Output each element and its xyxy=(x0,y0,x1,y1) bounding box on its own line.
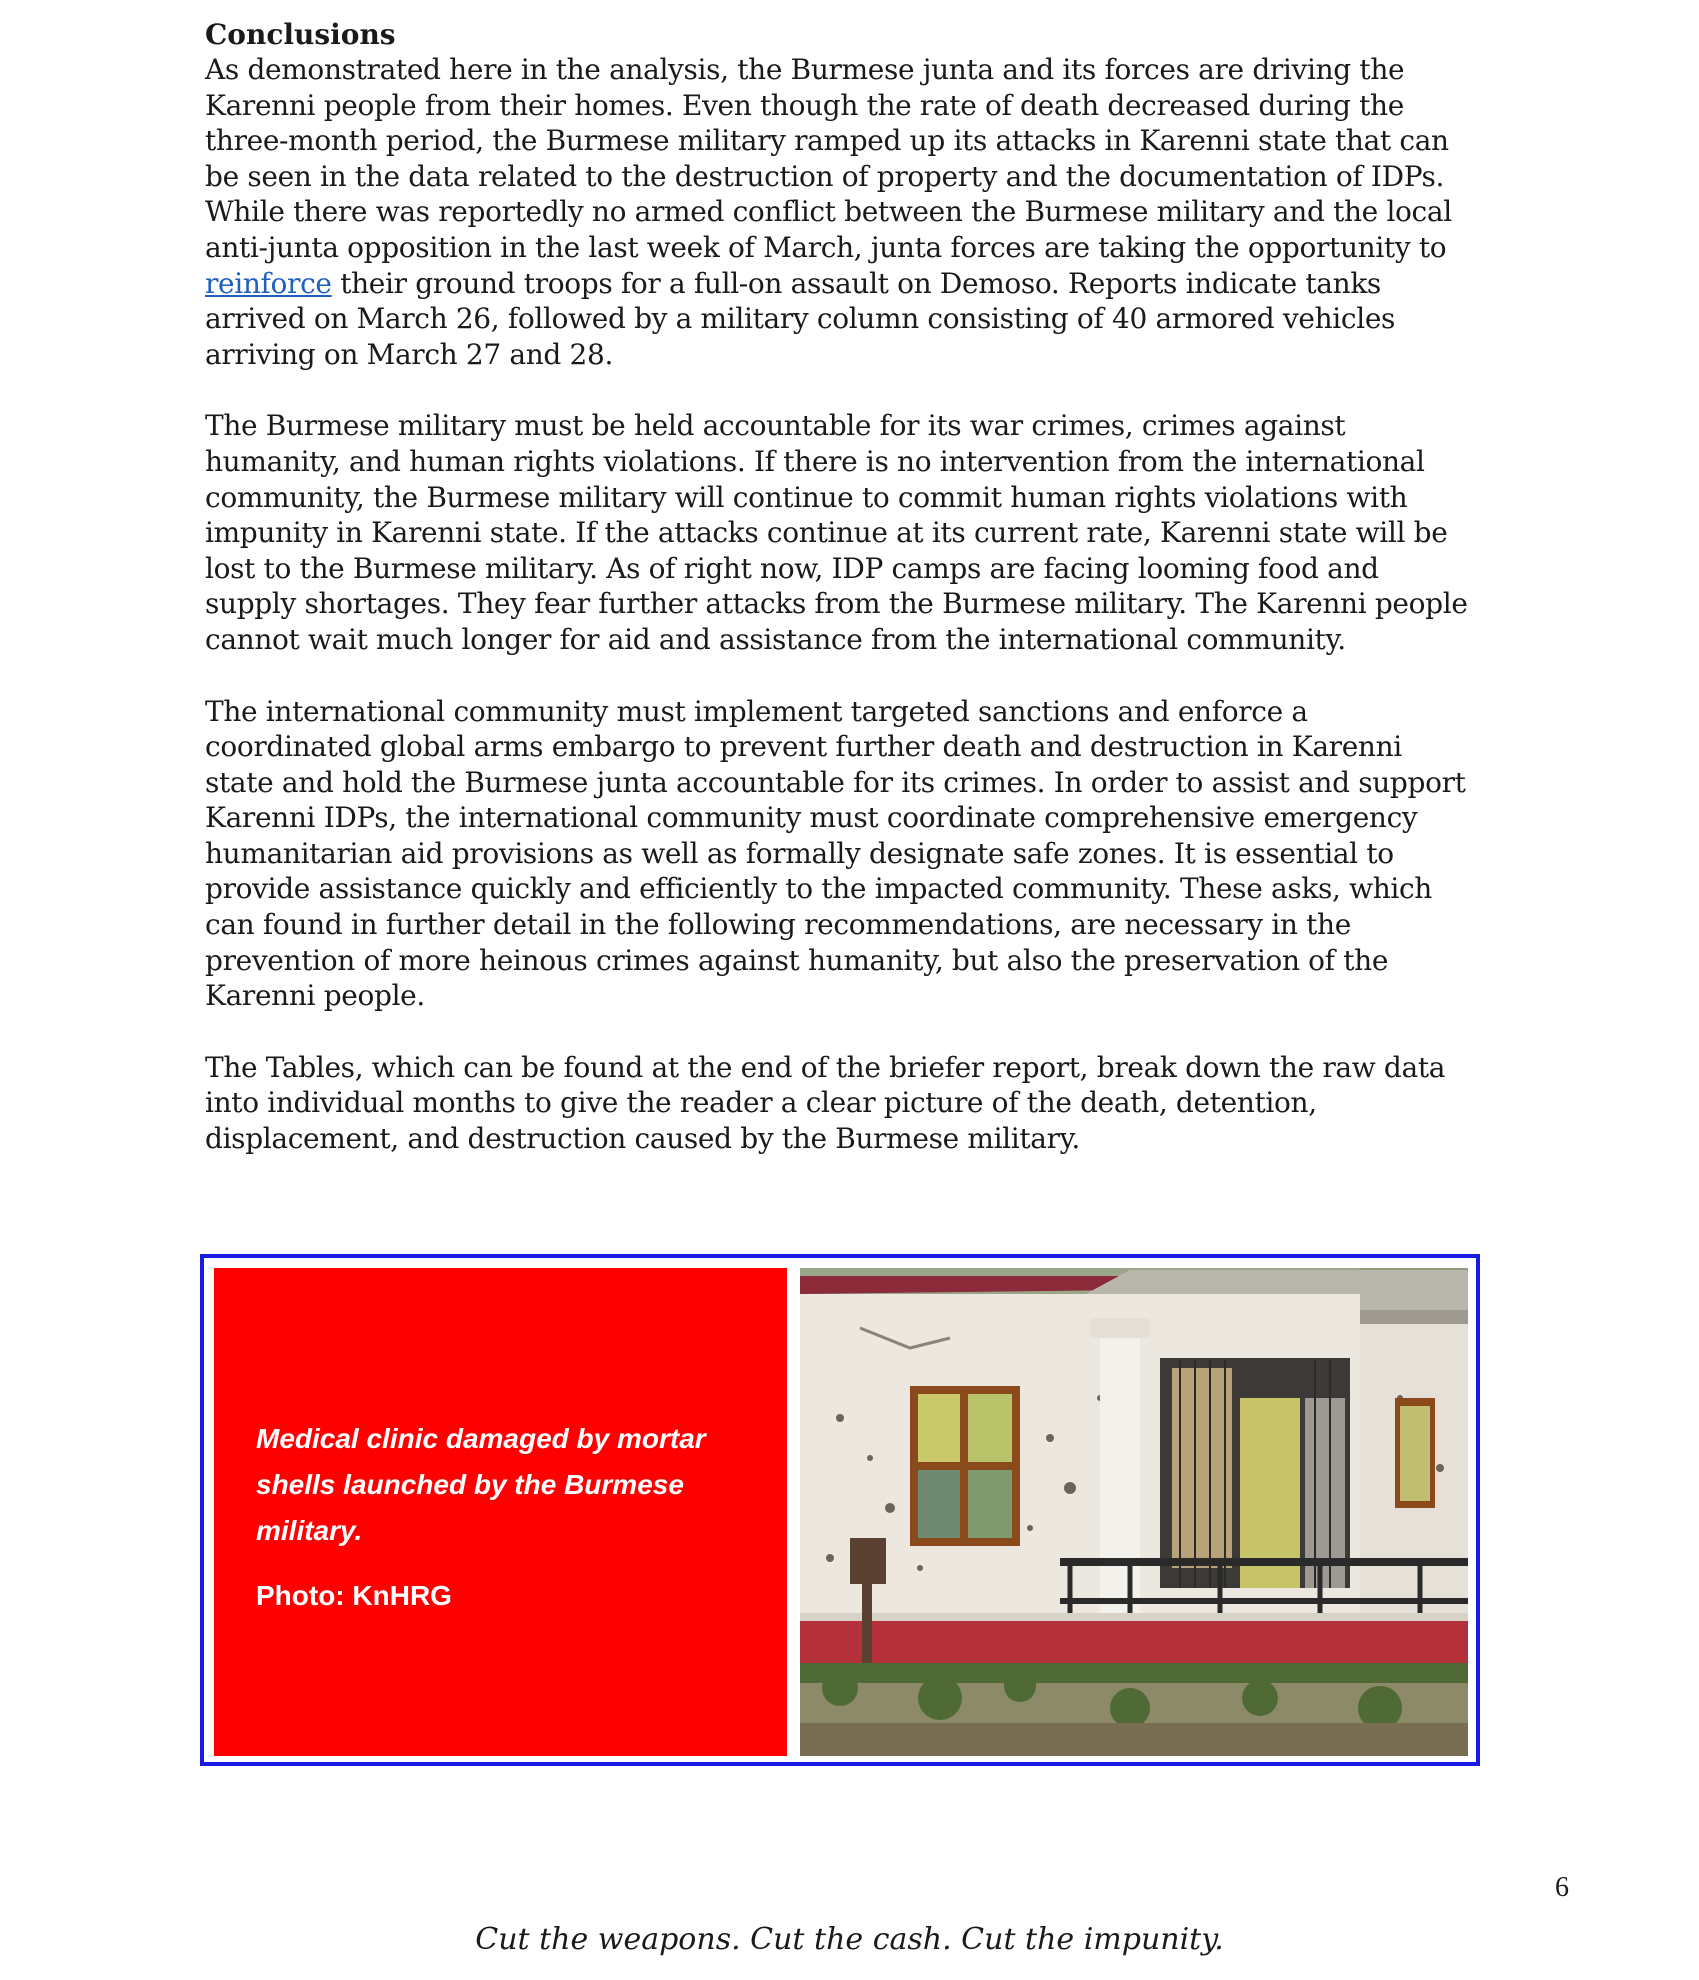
reinforce-link[interactable]: reinforce xyxy=(205,266,332,300)
section-heading: Conclusions xyxy=(205,18,396,51)
damaged-clinic-photo xyxy=(800,1268,1468,1756)
clinic-photo-illustration xyxy=(800,1268,1468,1756)
footer-tagline: Cut the weapons. Cut the cash. Cut the impunity. xyxy=(475,1922,1224,1957)
paragraph-2: The Burmese military must be held accountable for its war crimes, crimes against humanity, and human rights violations. If there is no intervention from the international community, the Burmese military will continue to commit human rights violations with impunity in Karenni state. If the attacks continue at its current rate, Karenni state will be lost to the Burmese military. As of right now, IDP camps are facing looming food and supply shortages. They fear further attacks from the Burmese military. The Karenni people cannot wait much longer for aid and assistance from the international community. xyxy=(205,409,1468,656)
paragraph-1-text-end: their ground troops for a full-on assault on Demoso. Reports indicate tanks arrived on March 26, followed by a military column consisting of 40 armored vehicles arriving on March 27 and 28. xyxy=(205,266,1396,371)
figure-caption: Medical clinic damaged by mortar shells launched by the Burmese military. xyxy=(256,1423,706,1546)
photo-credit: Photo: KnHRG xyxy=(256,1580,452,1611)
paragraph-4: The Tables, which can be found at the end of the briefer report, break down the raw data into individual months to give the reader a clear picture of the death, detention, displacement, and destruction caused by the Burmese military. xyxy=(205,1050,1446,1156)
main-content xyxy=(205,18,1470,1193)
caption-panel xyxy=(214,1268,787,1756)
photo-figure xyxy=(200,1254,1480,1766)
page-number: 6 xyxy=(1555,1872,1569,1903)
paragraph-3: The international community must implement targeted sanctions and enforce a coordinated global arms embargo to prevent further death and destruction in Karenni state and hold the Burmese junta accountable for its crimes. In order to assist and support Karenni IDPs, the international community must coordinate comprehensive emergency humanitarian aid provisions as well as formally designate safe zones. It is essential to provide assistance quickly and efficiently to the impacted community. These asks, which can found in further detail in the following recommendations, are necessary in the prevention of more heinous crimes against humanity, but also the preservation of the Karenni people. xyxy=(205,694,1466,1013)
paragraph-1 xyxy=(205,52,1470,372)
paragraph-1-text-start: As demonstrated here in the analysis, the Burmese junta and its forces are driving the Karenni people from their homes. Even though the rate of death decreased during the three-month period, the Burmese military ramped up its attacks in Karenni state that can be seen in the data related to the destruction of property and the documentation of IDPs. While there was reportedly no armed conflict between the Burmese military and the local anti-junta opposition in the last week of March, junta forces are taking the opportunity to xyxy=(205,53,1452,264)
